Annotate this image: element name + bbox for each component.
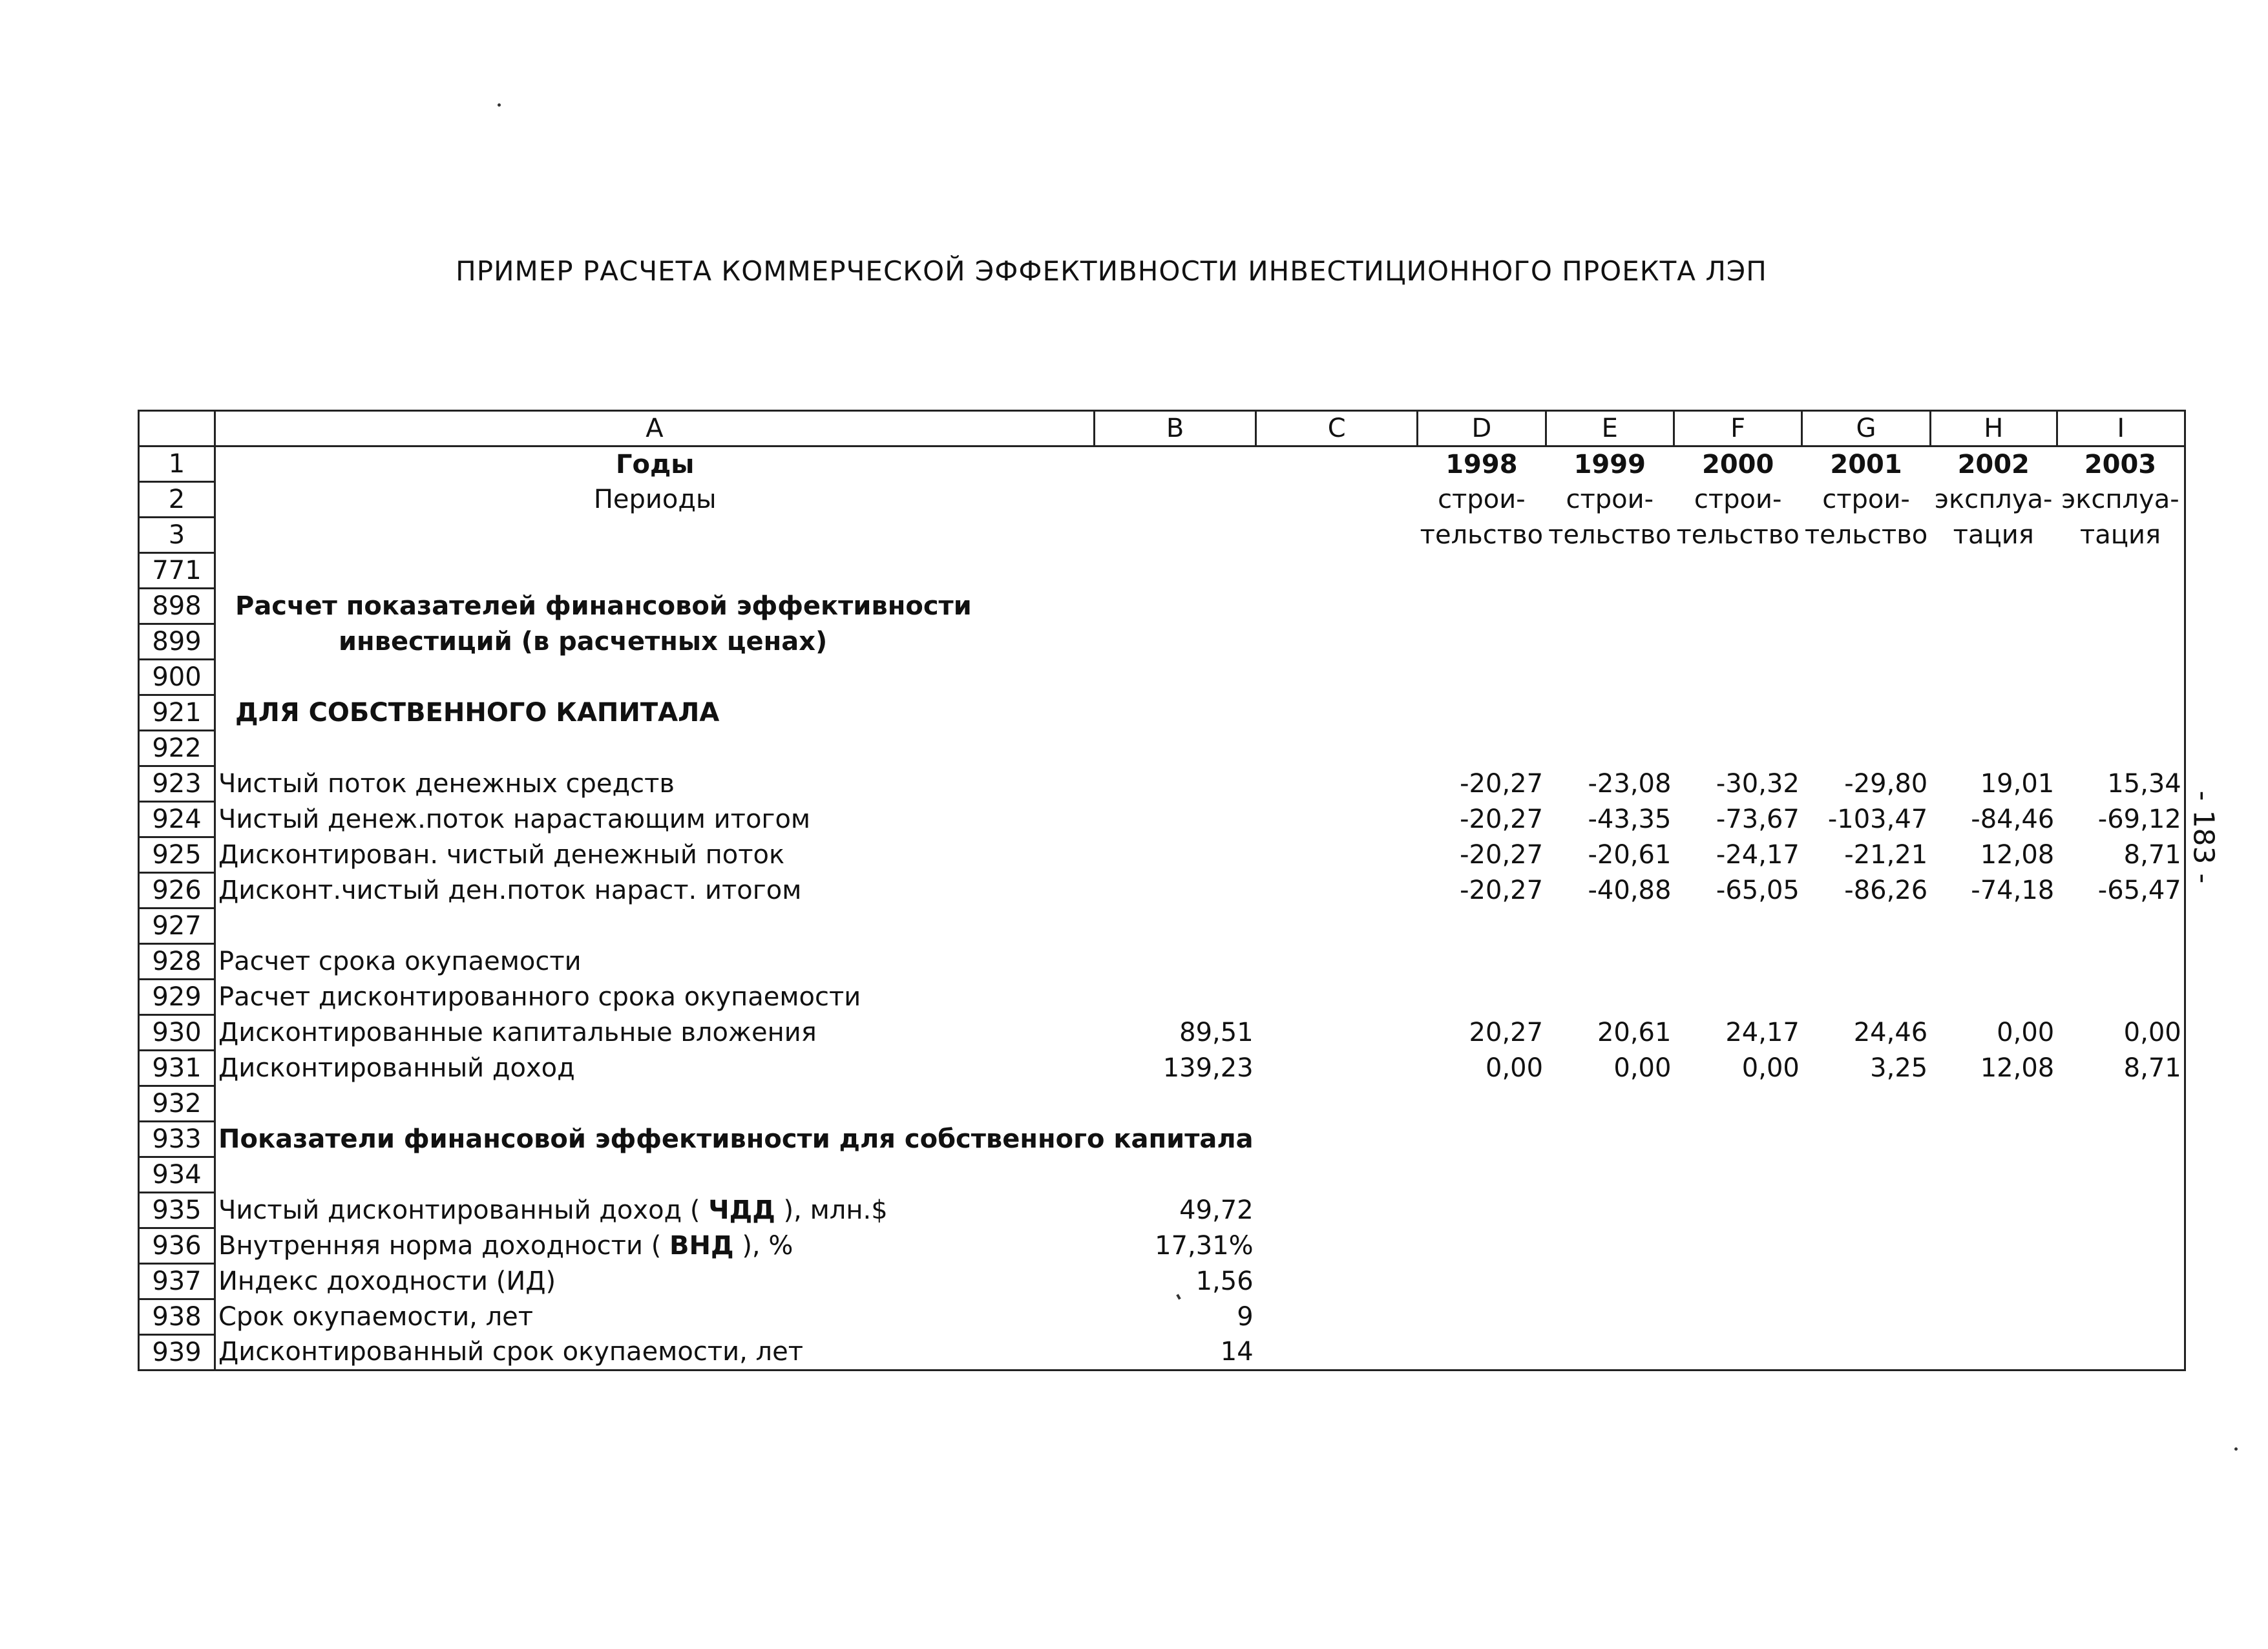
value-cell: -43,35 xyxy=(1588,804,1672,834)
value-cell: -20,27 xyxy=(1460,840,1544,870)
value-cell: 15,34 xyxy=(2057,766,2185,802)
page-number: - 183 - xyxy=(2187,790,2220,884)
row-number[interactable]: 922 xyxy=(139,731,215,766)
row-number[interactable]: 925 xyxy=(139,837,215,873)
table-row xyxy=(139,1335,2185,1371)
value-cell: -74,18 xyxy=(1971,876,2055,905)
indicator-label: Срок окупаемости, лет xyxy=(218,1302,534,1332)
value-cell: -65,05 xyxy=(1716,876,1800,905)
column-header-d[interactable]: D xyxy=(1418,411,1546,446)
column-header-row xyxy=(139,411,2185,446)
corner-cell xyxy=(139,411,215,446)
row-number[interactable]: 932 xyxy=(139,1086,215,1122)
table-row xyxy=(139,1299,2185,1335)
table-row xyxy=(139,731,2185,766)
value-cell: -23,08 xyxy=(1588,769,1672,799)
indicator-label: Дисконтированный срок окупаемости, лет xyxy=(215,1335,1095,1371)
column-header-h[interactable]: H xyxy=(1930,411,2057,446)
table-row xyxy=(139,1122,2185,1157)
value-cell: 0,00 xyxy=(1486,1053,1544,1083)
value-cell: 89,51 xyxy=(1179,1018,1254,1047)
table-row xyxy=(139,518,2185,553)
row-number[interactable]: 1 xyxy=(139,446,215,482)
column-header-c[interactable]: C xyxy=(1256,411,1418,446)
value-cell: 0,00 xyxy=(2057,1015,2185,1051)
column-header-b[interactable]: B xyxy=(1094,411,1255,446)
table-row xyxy=(139,944,2185,980)
row-number[interactable]: 900 xyxy=(139,660,215,695)
indicator-value: 14 xyxy=(1094,1335,1255,1371)
value-cell: -20,61 xyxy=(1588,840,1672,870)
value-cell: -69,12 xyxy=(2057,802,2185,837)
year-cell: 2000 xyxy=(1701,449,1774,479)
row-label: Расчет срока окупаемости xyxy=(218,947,582,976)
table-row xyxy=(139,446,2185,482)
period-cell: тельство xyxy=(1420,520,1544,550)
value-cell: 0,00 xyxy=(1613,1053,1672,1083)
row-number[interactable]: 921 xyxy=(139,695,215,731)
indicator-value: 9 xyxy=(1237,1302,1254,1332)
value-cell: -84,46 xyxy=(1971,804,2055,834)
section-heading: Расчет показателей финансовой эффективности xyxy=(235,591,972,621)
row-number[interactable]: 899 xyxy=(139,624,215,660)
row-number[interactable]: 927 xyxy=(139,909,215,944)
value-cell: 20,61 xyxy=(1597,1018,1672,1047)
year-cell: 2003 xyxy=(2057,446,2185,482)
indicator-value: 49,72 xyxy=(1179,1195,1254,1225)
value-cell: -40,88 xyxy=(1588,876,1672,905)
value-cell: 0,00 xyxy=(1741,1053,1800,1083)
period-cell: эксплуа- xyxy=(1935,485,2053,514)
table-row xyxy=(139,909,2185,944)
indicator-value: 1,56 xyxy=(1195,1266,1254,1296)
value-cell: -65,47 xyxy=(2057,873,2185,909)
value-cell: 20,27 xyxy=(1469,1018,1544,1047)
value-cell: -86,26 xyxy=(1844,876,1928,905)
value-cell: 24,46 xyxy=(1853,1018,1928,1047)
period-cell: тельство xyxy=(1804,520,1928,550)
table-row xyxy=(139,837,2185,873)
table-row xyxy=(139,1193,2185,1228)
table-row xyxy=(139,1015,2185,1051)
value-cell: 139,23 xyxy=(1162,1053,1254,1083)
years-label: Годы xyxy=(615,449,695,479)
row-label: Дисконтирован. чистый денежный поток xyxy=(218,840,785,870)
period-cell: тельство xyxy=(1676,520,1800,550)
value-cell: -20,27 xyxy=(1460,804,1544,834)
column-header-g[interactable]: G xyxy=(1802,411,1930,446)
scan-speck xyxy=(498,103,501,107)
table-row xyxy=(139,1051,2185,1086)
table-row xyxy=(139,660,2185,695)
table-row xyxy=(139,766,2185,802)
column-header-i[interactable]: I xyxy=(2057,411,2185,446)
row-label: Дисконт.чистый ден.поток нараст. итогом xyxy=(218,876,802,905)
table-row xyxy=(139,553,2185,589)
row-label: Чистый денеж.поток нарастающим итогом xyxy=(218,804,811,834)
year-cell: 2001 xyxy=(1830,449,1902,479)
value-cell: 0,00 xyxy=(1997,1018,2055,1047)
table-row xyxy=(139,482,2185,518)
row-number[interactable]: 929 xyxy=(139,980,215,1015)
period-cell: строи- xyxy=(1822,485,1910,514)
value-cell: 12,08 xyxy=(1980,840,2055,870)
year-cell: 1999 xyxy=(1573,449,1646,479)
value-cell: -20,27 xyxy=(1460,876,1544,905)
row-number[interactable]: 924 xyxy=(139,802,215,837)
page-title: ПРИМЕР РАСЧЕТА КОММЕРЧЕСКОЙ ЭФФЕКТИВНОСТИ ИНВЕСТИЦИОННОГО ПРОЕКТА ЛЭП xyxy=(456,255,1767,287)
table-row xyxy=(139,1086,2185,1122)
row-number[interactable]: 934 xyxy=(139,1157,215,1193)
row-label: Дисконтированный доход xyxy=(218,1053,575,1083)
indicator-value: 17,31% xyxy=(1155,1231,1254,1261)
value-cell: 8,71 xyxy=(2057,837,2185,873)
period-cell: строи- xyxy=(1438,485,1526,514)
row-number[interactable]: 938 xyxy=(139,1299,215,1335)
column-header-e[interactable]: E xyxy=(1546,411,1674,446)
column-header-f[interactable]: F xyxy=(1674,411,1801,446)
indicator-label: Индекс доходности (ИД) xyxy=(218,1266,556,1296)
period-cell: тация xyxy=(2057,518,2185,553)
table-row xyxy=(139,1264,2185,1299)
row-number[interactable]: 923 xyxy=(139,766,215,802)
row-number[interactable]: 2 xyxy=(139,482,215,518)
scan-speck xyxy=(2234,1447,2238,1451)
section-heading: Показатели финансовой эффективности для собственного капитала xyxy=(218,1124,1254,1154)
period-cell: строи- xyxy=(1694,485,1782,514)
indicator-label: Внутренняя норма доходности ( ВНД ), % xyxy=(218,1231,793,1261)
section-heading: ДЛЯ СОБСТВЕННОГО КАПИТАЛА xyxy=(235,698,720,728)
value-cell: 19,01 xyxy=(1980,769,2055,799)
row-number[interactable]: 928 xyxy=(139,944,215,980)
value-cell: -73,67 xyxy=(1716,804,1800,834)
period-cell: тация xyxy=(1953,520,2034,550)
row-number[interactable]: 936 xyxy=(139,1228,215,1264)
row-number[interactable]: 771 xyxy=(139,553,215,589)
table-row xyxy=(139,589,2185,624)
section-heading: инвестиций (в расчетных ценах) xyxy=(339,627,828,656)
table-row xyxy=(139,1228,2185,1264)
period-cell: тельство xyxy=(1548,520,1672,550)
period-cell: строи- xyxy=(1566,485,1654,514)
row-label: Дисконтированные капитальные вложения xyxy=(218,1018,817,1047)
table-row xyxy=(139,695,2185,731)
value-cell: 8,71 xyxy=(2057,1051,2185,1086)
row-number[interactable]: 926 xyxy=(139,873,215,909)
value-cell: -29,80 xyxy=(1844,769,1928,799)
table-row xyxy=(139,802,2185,837)
value-cell: 24,17 xyxy=(1725,1018,1800,1047)
row-number[interactable]: 937 xyxy=(139,1264,215,1299)
value-cell: -20,27 xyxy=(1460,769,1544,799)
value-cell: -30,32 xyxy=(1716,769,1800,799)
indicator-label: Чистый дисконтированный доход ( ЧДД ), млн.$ xyxy=(218,1195,888,1225)
row-label: Расчет дисконтированного срока окупаемости xyxy=(218,982,861,1012)
spreadsheet-table xyxy=(138,410,2186,1371)
year-cell: 2002 xyxy=(1957,449,2030,479)
row-label: Чистый поток денежных средств xyxy=(218,769,675,799)
row-number[interactable]: 3 xyxy=(139,518,215,553)
row-number[interactable]: 898 xyxy=(139,589,215,624)
row-number[interactable]: 933 xyxy=(139,1122,215,1157)
value-cell: 3,25 xyxy=(1870,1053,1928,1083)
row-number[interactable]: 939 xyxy=(139,1335,215,1371)
table-row xyxy=(139,980,2185,1015)
periods-label: Периоды xyxy=(593,485,717,514)
row-number[interactable]: 930 xyxy=(139,1015,215,1051)
year-cell: 1998 xyxy=(1445,449,1518,479)
value-cell: -103,47 xyxy=(1827,804,1928,834)
period-cell: эксплуа- xyxy=(2057,482,2185,518)
value-cell: -24,17 xyxy=(1716,840,1800,870)
value-cell: -21,21 xyxy=(1844,840,1928,870)
row-number[interactable]: 931 xyxy=(139,1051,215,1086)
table-row xyxy=(139,873,2185,909)
row-number[interactable]: 935 xyxy=(139,1193,215,1228)
table-row xyxy=(139,624,2185,660)
table-row xyxy=(139,1157,2185,1193)
value-cell: 12,08 xyxy=(1980,1053,2055,1083)
column-header-a[interactable]: A xyxy=(215,411,1095,446)
